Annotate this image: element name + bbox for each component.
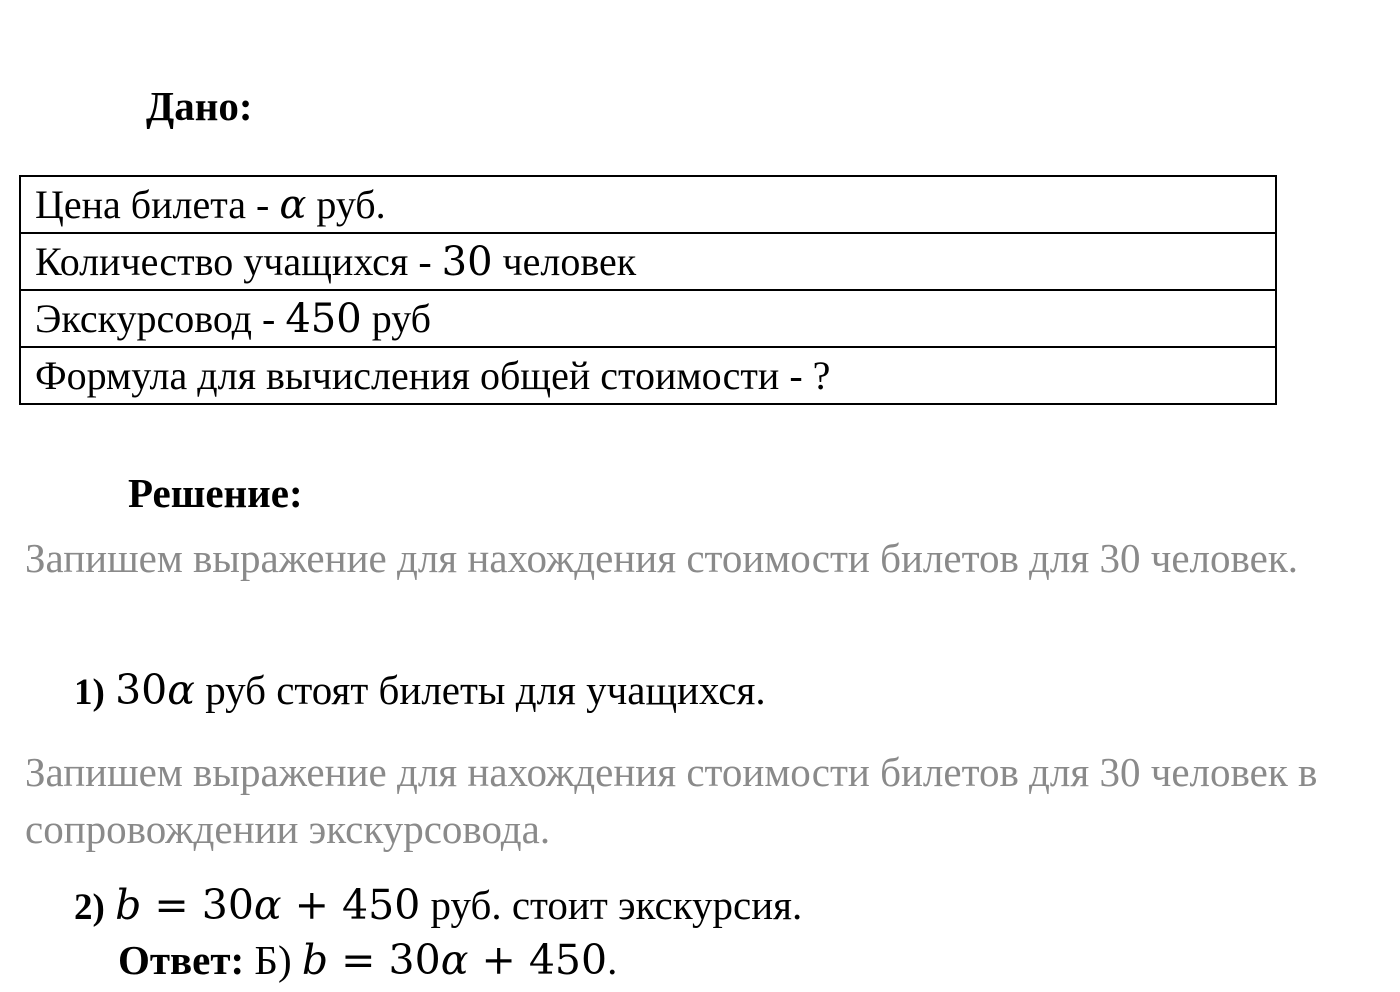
step-number: 2)	[74, 887, 105, 928]
given-cell	[20, 176, 1276, 233]
answer-line	[118, 936, 618, 984]
answer-end: .	[607, 937, 618, 983]
given-heading: Дано:	[146, 83, 253, 129]
given-row-ticket-price	[20, 176, 1276, 233]
math-variable: b	[301, 936, 329, 984]
solution-heading: Решение:	[128, 470, 303, 516]
math-variable: α	[167, 666, 195, 714]
step-number: 1)	[74, 672, 105, 713]
given-text: руб	[361, 295, 432, 341]
answer-option: Б)	[244, 937, 302, 983]
math-number: 30	[115, 666, 168, 714]
answer-label: Ответ:	[118, 937, 245, 983]
given-text: руб.	[306, 181, 386, 227]
given-text: человек	[492, 238, 637, 284]
given-cell	[20, 347, 1276, 404]
explanation-paragraph: Запишем выражение для нахождения стоимости билетов для 30 человек.	[25, 535, 1299, 581]
math-variable: α	[253, 881, 282, 929]
math-variable: b	[115, 881, 142, 929]
math-expression: = 30	[141, 881, 254, 929]
math-expression: = 30	[328, 936, 441, 984]
solution-step-1	[74, 666, 766, 714]
step-text: руб. стоит экскурсия.	[420, 882, 803, 928]
given-text: Формула для вычисления общей стоимости - ?	[35, 352, 831, 398]
given-text: Цена билета -	[35, 181, 280, 227]
given-cell	[20, 290, 1276, 347]
given-row-students	[20, 233, 1276, 290]
math-number: 30	[441, 238, 493, 285]
given-text: Количество учащихся -	[35, 238, 442, 284]
math-expression: + 450	[468, 936, 608, 984]
explanation-paragraph: Запишем выражение для нахождения стоимости билетов для 30 человек в сопровождении экскурсовода.	[25, 749, 1318, 852]
given-table	[19, 175, 1277, 405]
given-row-guide	[20, 290, 1276, 347]
solution-step-2	[74, 881, 803, 929]
given-cell	[20, 233, 1276, 290]
math-expression: + 450	[281, 881, 421, 929]
math-number: 450	[285, 295, 362, 342]
step-text: руб стоят билеты для учащихся.	[194, 667, 766, 713]
math-variable: α	[279, 181, 307, 228]
math-variable: α	[440, 936, 469, 984]
given-text: Экскурсовод -	[35, 295, 286, 341]
given-row-formula	[20, 347, 1276, 404]
